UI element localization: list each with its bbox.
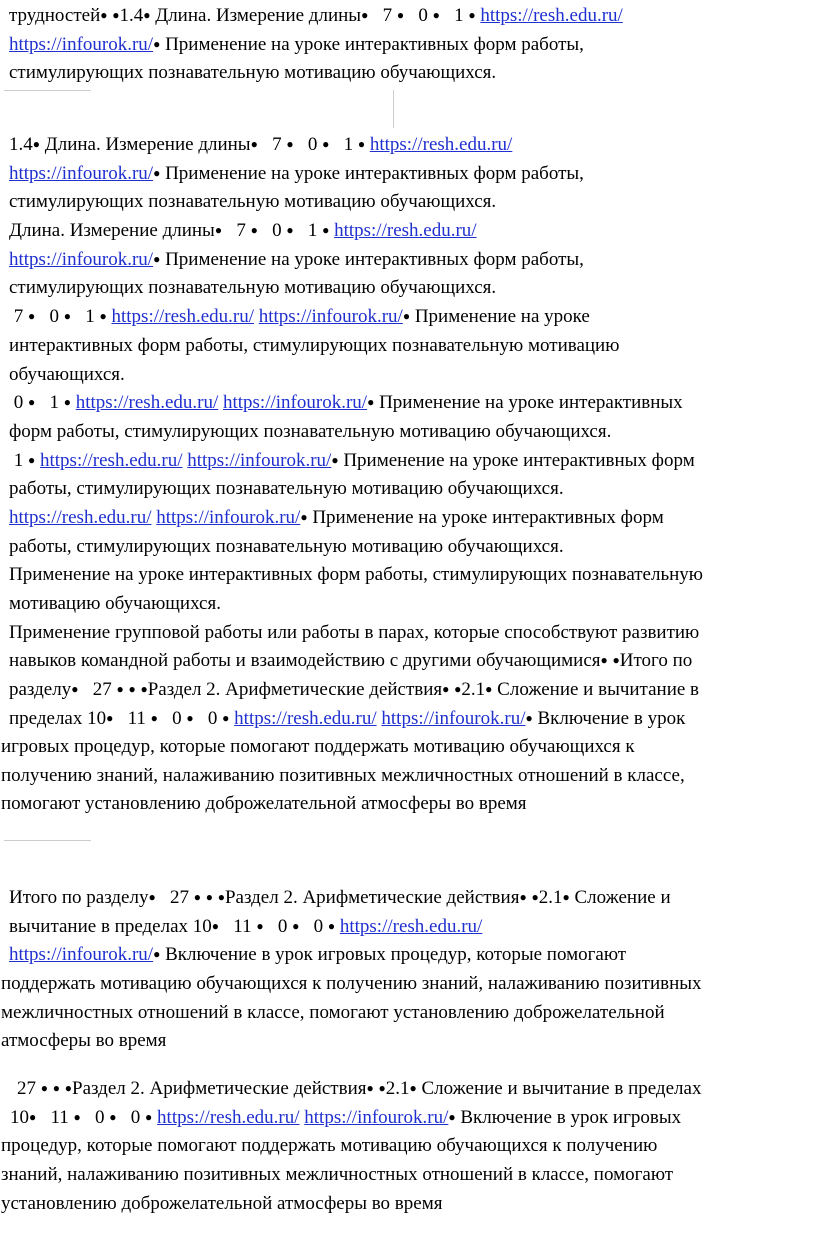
line: стимулирующих познавательную мотивацию обучающихся. bbox=[9, 191, 497, 213]
line: 7 ● 0 ● 1 ● https://resh.edu.ru/ https://infourok.ru/● Применение на уроке bbox=[13, 306, 590, 328]
line: https://infourok.ru/● Применение на уроке интерактивных форм работы, bbox=[9, 248, 584, 270]
line: https://infourok.ru/● Применение на уроке интерактивных форм работы, bbox=[9, 33, 584, 55]
line: 10● 11 ● 0 ● 0 ● https://resh.edu.ru/ https://infourok.ru/● Включение в урок игровых bbox=[10, 1106, 682, 1128]
divider bbox=[393, 90, 394, 128]
infourok-link[interactable]: https://infourok.ru/ bbox=[9, 33, 154, 55]
line: 0 ● 1 ● https://resh.edu.ru/ https://infourok.ru/● Применение на уроке интерактивных bbox=[13, 392, 683, 414]
line: трудностей● ●1.4● Длина. Измерение длины● 7 ● 0 ● 1 ● https://resh.edu.ru/ bbox=[9, 5, 623, 26]
resh-link[interactable]: https://resh.edu.ru/ bbox=[480, 5, 623, 26]
line: работы, стимулирующих познавательную мотивацию обучающихся. bbox=[9, 535, 564, 557]
text-block-4 bbox=[9, 884, 671, 970]
text-block-3 bbox=[1, 733, 685, 819]
resh-link[interactable]: https://resh.edu.ru/ bbox=[111, 306, 254, 328]
line: мотивацию обучающихся. bbox=[9, 593, 221, 614]
line: пределах 10● 11 ● 0 ● 0 ● https://resh.edu.ru/ https://infourok.ru/● Включение в урок bbox=[9, 707, 686, 729]
resh-link[interactable]: https://resh.edu.ru/ bbox=[9, 506, 152, 528]
line: форм работы, стимулирующих познавательную мотивацию обучающихся. bbox=[9, 420, 612, 442]
infourok-link[interactable]: https://infourok.ru/ bbox=[9, 944, 154, 966]
line: знаний, налаживанию позитивных межличностных отношений в классе, помогают bbox=[1, 1164, 674, 1186]
divider bbox=[4, 840, 91, 841]
text-block-6 bbox=[1, 1075, 701, 1218]
line: https://infourok.ru/● Применение на уроке интерактивных форм работы, bbox=[9, 162, 584, 184]
line: Применение групповой работы или работы в парах, которые способствуют развитию bbox=[9, 621, 700, 643]
resh-link[interactable]: https://resh.edu.ru/ bbox=[40, 449, 183, 471]
line: процедур, которые помогают поддержать мотивацию обучающихся к получению bbox=[1, 1135, 658, 1157]
line: https://resh.edu.ru/ https://infourok.ru/● Применение на уроке интерактивных форм bbox=[9, 506, 664, 528]
infourok-link[interactable]: https://infourok.ru/ bbox=[381, 707, 526, 729]
line: межличностных отношений в классе, помогают установлению доброжелательной bbox=[1, 1001, 665, 1023]
line: разделу● 27 ● ● ●Раздел 2. Арифметические действия● ●2.1● Сложение и вычитание в bbox=[9, 679, 700, 701]
line: 1.4● Длина. Измерение длины● 7 ● 0 ● 1 ● https://resh.edu.ru/ bbox=[9, 134, 513, 155]
line: игровых процедур, которые помогают поддержать мотивацию обучающихся к bbox=[1, 736, 635, 757]
text-block-2 bbox=[9, 131, 703, 733]
infourok-link[interactable]: https://infourok.ru/ bbox=[9, 162, 154, 184]
line: атмосферы во время bbox=[1, 1030, 167, 1052]
line: работы, стимулирующих познавательную мотивацию обучающихся. bbox=[9, 478, 564, 500]
text-block-1 bbox=[9, 2, 623, 88]
infourok-link[interactable]: https://infourok.ru/ bbox=[187, 449, 332, 471]
line: обучающихся. bbox=[9, 363, 125, 385]
resh-link[interactable]: https://resh.edu.ru/ bbox=[334, 220, 477, 242]
line: помогают установлению доброжелательной атмосферы во время bbox=[1, 793, 527, 815]
line: 1 ● https://resh.edu.ru/ https://infourok.ru/● Применение на уроке интерактивных форм bbox=[13, 449, 695, 471]
resh-link[interactable]: https://resh.edu.ru/ bbox=[369, 134, 513, 155]
line: Длина. Измерение длины● 7 ● 0 ● 1 ● https://resh.edu.ru/ bbox=[9, 220, 477, 242]
line: https://infourok.ru/● Включение в урок игровых процедур, которые помогают bbox=[9, 944, 627, 966]
infourok-link[interactable]: https://infourok.ru/ bbox=[156, 506, 301, 528]
resh-link[interactable]: https://resh.edu.ru/ bbox=[75, 392, 219, 414]
resh-link[interactable]: https://resh.edu.ru/ bbox=[157, 1106, 300, 1128]
infourok-link[interactable]: https://infourok.ru/ bbox=[9, 248, 154, 270]
infourok-link[interactable]: https://infourok.ru/ bbox=[258, 306, 403, 328]
line: Итого по разделу● 27 ● ● ●Раздел 2. Арифметические действия● ●2.1● Сложение и bbox=[9, 887, 671, 908]
line: интерактивных форм работы, стимулирующих познавательную мотивацию bbox=[9, 334, 620, 356]
infourok-link[interactable]: https://infourok.ru/ bbox=[304, 1106, 449, 1128]
line: получению знаний, налаживанию позитивных межличностных отношений в классе, bbox=[1, 764, 685, 786]
line: 27 ● ● ●Раздел 2. Арифметические действия● ●2.1● Сложение и вычитание в пределах bbox=[17, 1078, 702, 1099]
line: стимулирующих познавательную мотивацию обучающихся. bbox=[9, 62, 497, 84]
line: поддержать мотивацию обучающихся к получению знаний, налаживанию позитивных bbox=[1, 973, 702, 994]
line: Применение на уроке интерактивных форм работы, стимулирующих познавательную bbox=[9, 564, 704, 586]
divider bbox=[4, 90, 91, 91]
text-block-5 bbox=[1, 970, 702, 1056]
resh-link[interactable]: https://resh.edu.ru/ bbox=[234, 707, 377, 729]
infourok-link[interactable]: https://infourok.ru/ bbox=[222, 392, 368, 414]
resh-link[interactable]: https://resh.edu.ru/ bbox=[339, 915, 483, 937]
line: навыков командной работы и взаимодействию с другими обучающимися● ●Итого по bbox=[9, 650, 693, 672]
line: установлению доброжелательной атмосферы во время bbox=[1, 1192, 443, 1214]
line: вычитание в пределах 10● 11 ● 0 ● 0 ● https://resh.edu.ru/ bbox=[9, 915, 483, 937]
line: стимулирующих познавательную мотивацию обучающихся. bbox=[9, 277, 497, 299]
